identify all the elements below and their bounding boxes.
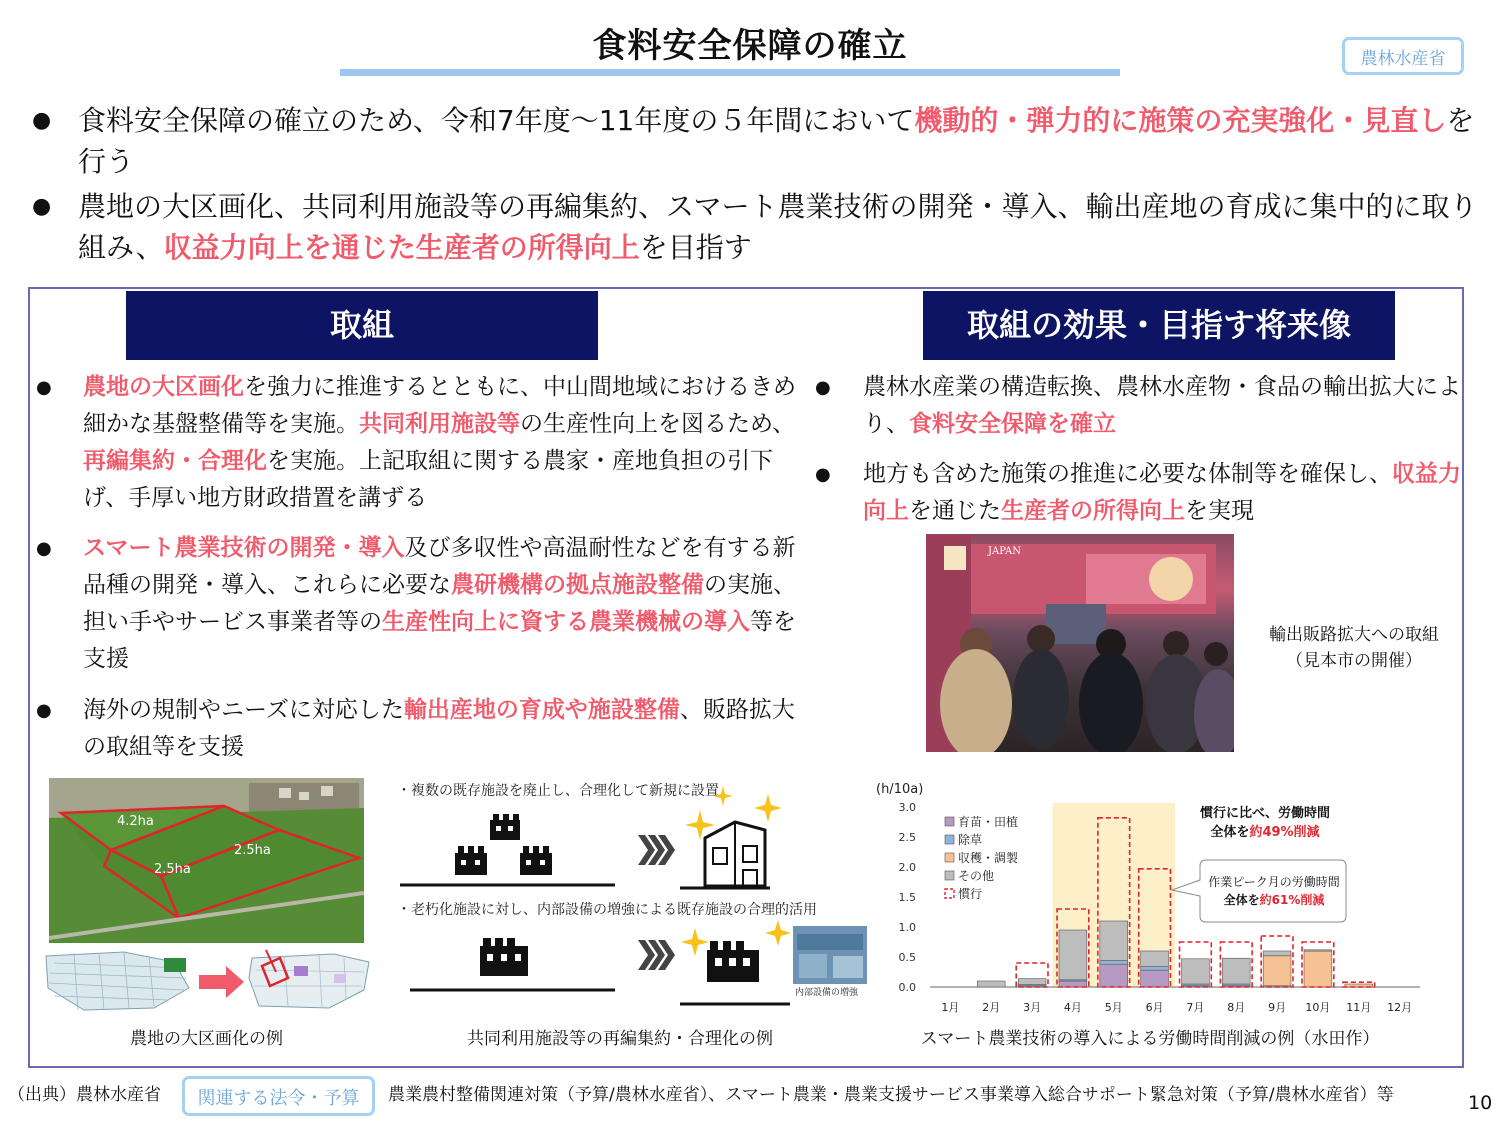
- body-text: 農地の大区画化、共同利用施設等の再編集約、スマート農業技術の開発・導入、輸出産地の育成に集中的に取り組み、: [78, 190, 1478, 264]
- body-text: 海外の規制やニーズに対応した: [83, 697, 404, 723]
- aerial-caption: 農地の大区画化の例: [130, 1029, 283, 1049]
- y-tick-label: 2.5: [898, 831, 916, 844]
- new-building-icon: [705, 822, 765, 886]
- legend-swatch: [945, 835, 954, 844]
- bar-segment: [1222, 958, 1250, 984]
- body-text: 及び多収性や高温耐性などを有する新品種の開発・導入、これらに必要な: [83, 535, 796, 598]
- labor-hours-chart: [870, 780, 1455, 1020]
- bullet-dot-icon: ●: [815, 377, 831, 398]
- bar-segment: [1182, 959, 1210, 984]
- highlight-text: 機動的・弾力的に施策の充実強化・見直し: [914, 104, 1447, 137]
- highlight-text: 生産性向上に資する農業機械の導入: [382, 609, 750, 635]
- left-bullet-1: [36, 369, 796, 517]
- y-tick-label: 3.0: [898, 801, 916, 814]
- left-bullet-3: [36, 692, 796, 766]
- highlight-text: 収益力向上: [863, 461, 1461, 524]
- bullet-dot-icon: ●: [815, 464, 831, 485]
- body-text: 地方も含めた施策の推進に必要な体制等を確保し、: [863, 461, 1392, 487]
- bullet-dot-icon: ●: [36, 538, 52, 559]
- bullet-dot-icon: ●: [36, 377, 52, 398]
- legend-swatch: [945, 853, 954, 862]
- left-bullet-2: [36, 530, 796, 678]
- body-text: を実現: [1185, 498, 1254, 524]
- x-tick-label: 11月: [1346, 1001, 1372, 1014]
- legend-label: 慣行: [958, 887, 983, 901]
- x-tick-label: 6月: [1145, 1001, 1164, 1014]
- chart-ylabel: (h/10a): [876, 782, 924, 797]
- body-text: 等を支援: [83, 609, 796, 672]
- photo-caption-line2: （見本市の開催）: [1286, 651, 1422, 671]
- highlight-text: 共同利用施設等: [359, 411, 520, 437]
- triple-arrow-icon: [638, 940, 675, 970]
- callout-hl: 約61%削減: [1259, 893, 1325, 907]
- aerial-farmland-photo: [49, 778, 364, 943]
- x-tick-label: 8月: [1227, 1001, 1246, 1014]
- footer-related-text: 農業農村整備関連対策（予算/農林水産省）、スマート農業・農業支援サービス事業導入総合サポート緊急対策（予算/農林水産省）等: [388, 1085, 1394, 1105]
- right-header: 取組の効果・目指す将来像: [923, 291, 1395, 360]
- bar-segment: [1141, 951, 1169, 967]
- legend-swatch: [945, 817, 954, 826]
- body-text: を行う: [78, 104, 1475, 178]
- old-buildings-icon: [455, 814, 552, 875]
- body-text: を目指す: [639, 231, 752, 264]
- photo-caption: [1244, 622, 1464, 674]
- highlight-text: 食料安全保障を確立: [909, 411, 1116, 437]
- top-bullets: [28, 100, 1478, 272]
- legend-swatch: [945, 871, 954, 880]
- parcel-map-before-after: [44, 948, 374, 1018]
- bar-segment: [1100, 961, 1128, 965]
- area-label-3: 2.5ha: [234, 843, 271, 858]
- bar-segment: [977, 981, 1005, 987]
- arrow-right-icon: [199, 966, 244, 998]
- area-label-1: 4.2ha: [117, 814, 154, 829]
- highlight-text: 輸出産地の育成や施設整備: [403, 697, 680, 723]
- highlight-text: 農研機構の拠点施設整備: [451, 572, 704, 598]
- chart-annotation-main: [1210, 824, 1320, 840]
- body-text: を通じた: [909, 498, 1001, 524]
- top-bullet-2: [28, 186, 1478, 268]
- bar-segment: [1263, 951, 1291, 956]
- bar-segment: [1141, 967, 1169, 971]
- photo-sign-text: JAPAN: [988, 546, 1022, 557]
- chart-annotation-title: 慣行に比べ、労働時間: [1199, 806, 1331, 821]
- facility-diagram: [395, 778, 870, 1018]
- y-tick-label: 1.5: [898, 891, 916, 904]
- x-tick-label: 7月: [1186, 1001, 1205, 1014]
- x-tick-label: 5月: [1104, 1001, 1123, 1014]
- y-tick-label: 0.5: [898, 951, 916, 964]
- ministry-tag: 農林水産省: [1342, 37, 1464, 75]
- legend-swatch: [945, 889, 954, 898]
- highlight-text: スマート農業技術の開発・導入: [83, 535, 405, 561]
- legend-label: 収穫・調製: [958, 851, 1019, 865]
- body-text: を実施。上記取組に関する農家・産地負担の引下げ、手厚い地方財政措置を講ずる: [83, 448, 773, 511]
- chart-caption: スマート農業技術の導入による労働時間削減の例（水田作）: [920, 1029, 1380, 1049]
- right-bullet-2: [815, 456, 1475, 530]
- left-header: 取組: [126, 291, 598, 360]
- annotation-main-pre: 全体を: [1210, 825, 1250, 840]
- trade-fair-photo: [926, 534, 1234, 752]
- highlight-text: 再編集約・合理化: [83, 448, 267, 474]
- y-tick-label: 1.0: [898, 921, 916, 934]
- highlight-text: 農地の大区画化: [83, 374, 244, 400]
- highlight-text: 収益力向上を通じた生産者の所得向上: [163, 231, 640, 264]
- highlight-text: 生産者の所得向上: [1001, 498, 1185, 524]
- related-laws-budget-tag: 関連する法令・予算: [182, 1076, 375, 1116]
- x-tick-label: 10月: [1305, 1001, 1331, 1014]
- facility-caption: 共同利用施設等の再編集約・合理化の例: [467, 1029, 773, 1049]
- bar-segment: [1059, 930, 1087, 980]
- footer-source: （出典）農林水産省: [8, 1085, 161, 1105]
- x-tick-label: 4月: [1063, 1001, 1082, 1014]
- bullet-dot-icon: ●: [36, 700, 52, 721]
- legend-label: 育苗・田植: [958, 815, 1019, 829]
- right-bullet-1: [815, 369, 1475, 443]
- legend-label: その他: [958, 869, 995, 883]
- callout-line2: [1224, 892, 1326, 907]
- area-label-2: 2.5ha: [154, 862, 191, 877]
- page-number: 10: [1468, 1092, 1493, 1114]
- page-title: 食料安全保障の確立: [592, 26, 908, 66]
- x-tick-label: 12月: [1387, 1001, 1413, 1014]
- bar-segment: [1018, 979, 1046, 985]
- body-text: の実施、担い手やサービス事業者等の: [83, 572, 796, 635]
- body-text: 食料安全保障の確立のため、令和7年度～11年度の５年間において: [78, 104, 915, 137]
- facility-line1: ・複数の既存施設を廃止し、合理化して新規に設置: [397, 783, 719, 799]
- x-tick-label: 3月: [1023, 1001, 1042, 1014]
- callout-pre: 全体を: [1223, 893, 1260, 907]
- title-underline: [340, 69, 1120, 76]
- bar-segment: [1100, 964, 1128, 987]
- inner-equipment-label: 内部設備の増強: [795, 988, 859, 998]
- bar-segment: [1141, 970, 1169, 987]
- x-tick-label: 1月: [941, 1001, 960, 1014]
- x-tick-label: 2月: [982, 1001, 1001, 1014]
- chart-callout: [1172, 860, 1346, 922]
- bar-segment: [1059, 981, 1087, 987]
- photo-caption-line1: 輸出販路拡大への取組: [1269, 625, 1439, 645]
- body-text: 、販路拡大の取組等を支援: [83, 697, 795, 760]
- body-text: を強力に推進するとともに、中山間地域におけるきめ細かな基盤整備等を実施。: [83, 374, 796, 437]
- bullet-dot-icon: ●: [32, 194, 52, 219]
- bar-segment: [1304, 950, 1332, 951]
- body-text: の生産性向上を図るため、: [520, 411, 796, 437]
- annotation-main-hl: 約49%削減: [1249, 825, 1320, 840]
- upgraded-facility-icon: [707, 941, 759, 982]
- bar-segment: [1263, 956, 1291, 986]
- bar-segment: [1100, 921, 1128, 961]
- facility-line2: ・老朽化施設に対し、内部設備の増強による既存施設の合理的活用: [397, 902, 817, 918]
- callout-line1: 作業ピーク月の労働時間: [1208, 875, 1340, 889]
- y-tick-label: 2.0: [898, 861, 916, 874]
- body-text: 農林水産業の構造転換、農林水産物・食品の輸出拡大により、: [863, 374, 1461, 437]
- bar-segment: [1304, 951, 1332, 987]
- legend-label: 除草: [958, 833, 983, 847]
- bullet-dot-icon: ●: [32, 108, 52, 133]
- y-tick-label: 0.0: [898, 981, 916, 994]
- x-tick-label: 9月: [1268, 1001, 1287, 1014]
- triple-arrow-icon: [638, 835, 675, 865]
- top-bullet-1: [28, 100, 1478, 182]
